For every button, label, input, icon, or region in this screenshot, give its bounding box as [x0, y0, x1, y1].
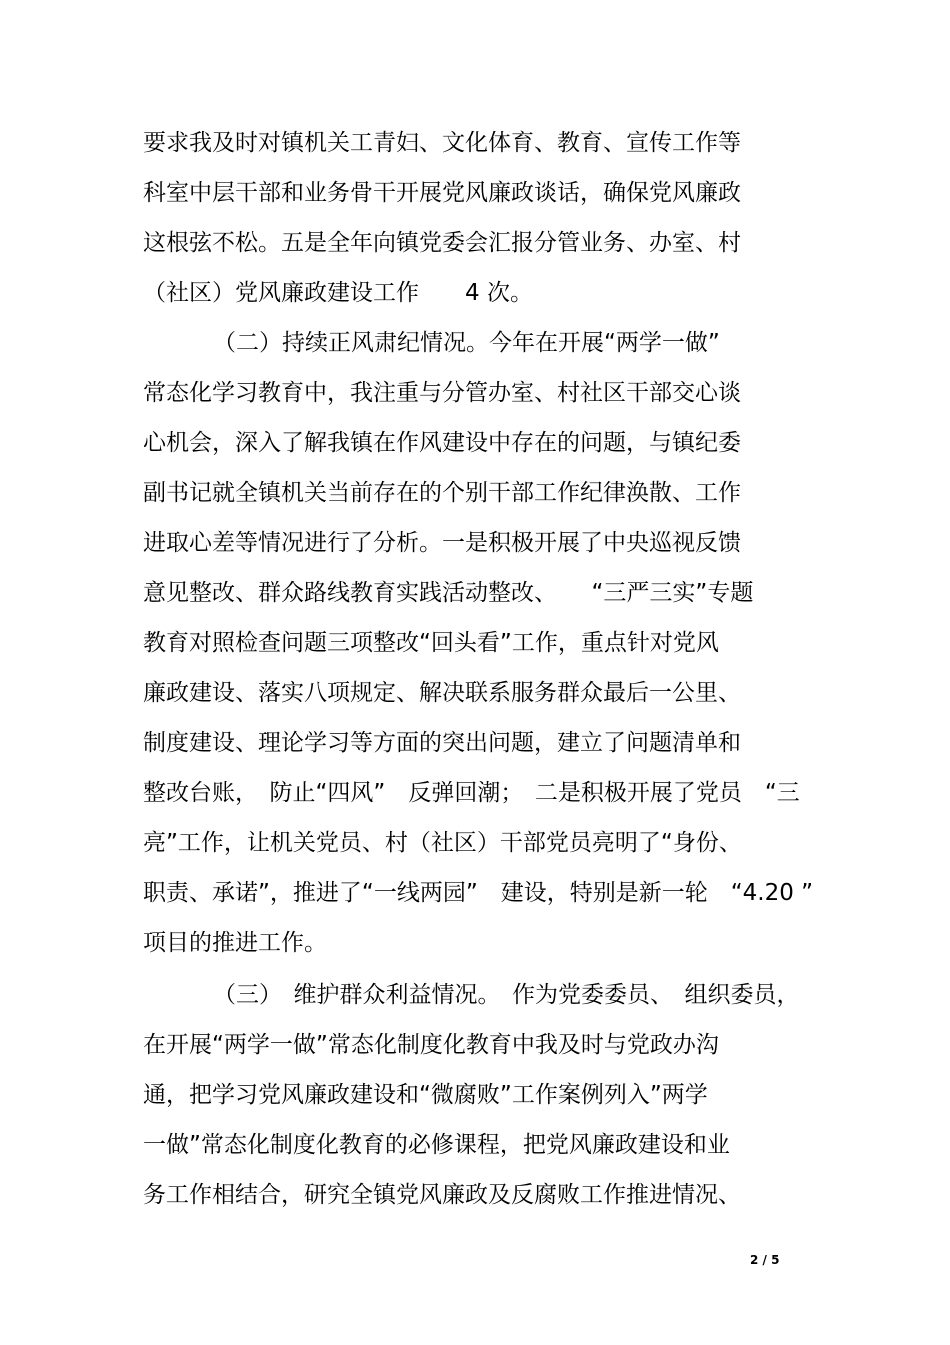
text-line-16: 职责、承诺”，推进了“一线两园” 建设，特别是新一轮 “4.20 ”: [143, 880, 814, 906]
text-line-17: 项目的推进工作。: [143, 930, 327, 956]
page-number: 2 / 5: [750, 1253, 780, 1267]
text-line-2: 科室中层干部和业务骨干开展党风廉政谈话，确保党风廉政: [143, 180, 741, 206]
text-line-20: 通，把学习党风廉政建设和“微腐败”工作案例列入”两学: [143, 1082, 708, 1108]
text-line-11: 教育对照检查问题三项整改“回头看”工作，重点针对党风: [143, 630, 719, 656]
text-line-9: 进取心差等情况进行了分析。一是积极开展了中央巡视反馈: [143, 530, 741, 556]
text-line-12: 廉政建设、落实八项规定、解决联系服务群众最后一公里、: [143, 680, 741, 706]
text-line-10: 意见整改、群众路线教育实践活动整改、 “三严三实”专题: [143, 580, 754, 606]
text-line-4: （社区）党风廉政建设工作 4 次。: [143, 280, 533, 306]
text-line-19: 在开展“两学一做”常态化制度化教育中我及时与党政办沟: [143, 1032, 719, 1058]
text-line-8: 副书记就全镇机关当前存在的个别干部工作纪律涣散、工作: [143, 480, 741, 506]
text-line-3: 这根弦不松。五是全年向镇党委会汇报分管业务、办室、村: [143, 230, 741, 256]
text-line-15: 亮”工作，让机关党员、村（社区）干部党员亮明了“身份、: [143, 830, 742, 856]
text-line-21: 一做”常态化制度化教育的必修课程，把党风廉政建设和业: [143, 1132, 730, 1158]
text-line-14: 整改台账， 防止“四风” 反弹回潮； 二是积极开展了党员 “三: [143, 780, 800, 806]
text-line-6: 常态化学习教育中，我注重与分管办室、村社区干部交心谈: [143, 380, 741, 406]
paragraph-heading-2: （二）持续正风肃纪情况。今年在开展“两学一做”: [213, 330, 720, 356]
text-line-22: 务工作相结合，研究全镇党风廉政及反腐败工作推进情况、: [143, 1182, 741, 1208]
paragraph-heading-3: （三） 维护群众利益情况。 作为党委委员、 组织委员，: [213, 982, 800, 1008]
text-line-7: 心机会，深入了解我镇在作风建设中存在的问题，与镇纪委: [143, 430, 741, 456]
text-line-13: 制度建设、理论学习等方面的突出问题，建立了问题清单和: [143, 730, 741, 756]
text-line-1: 要求我及时对镇机关工青妇、文化体育、教育、宣传工作等: [143, 130, 741, 156]
